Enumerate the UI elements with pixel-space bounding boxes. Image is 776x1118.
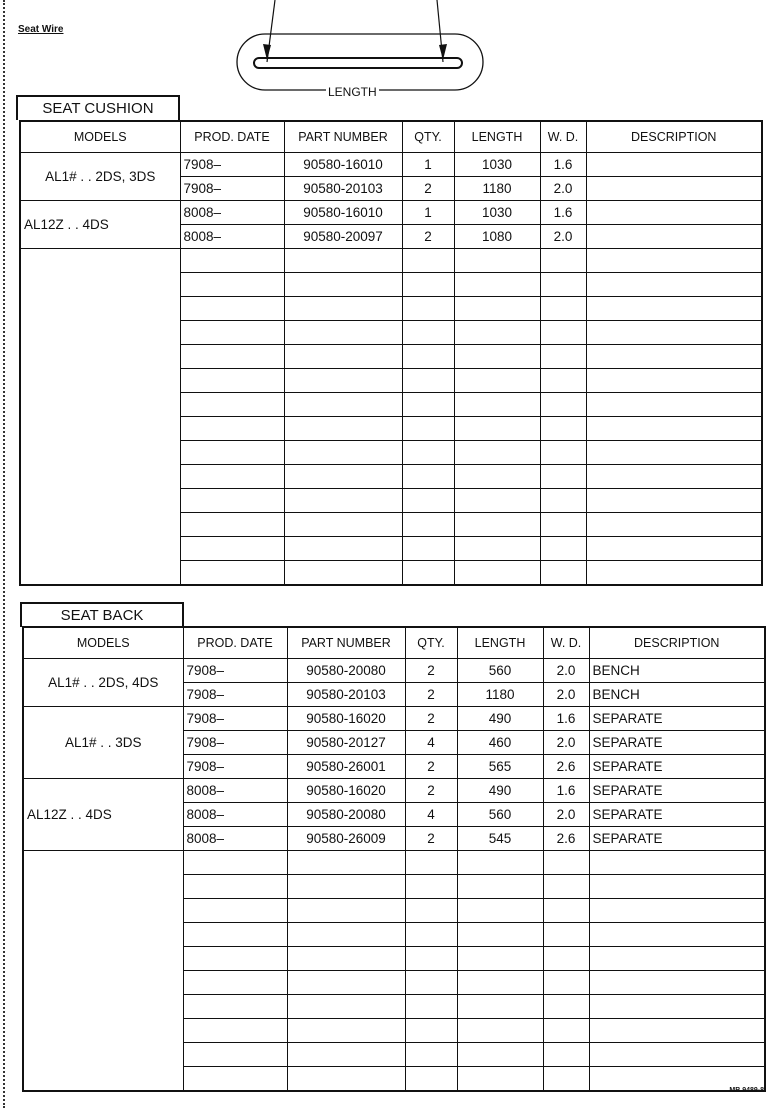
blank-cell	[402, 369, 454, 393]
blank-cell	[457, 995, 543, 1019]
wd-cell: 2.0	[540, 177, 586, 201]
blank-cell	[402, 393, 454, 417]
blank-cell	[457, 1067, 543, 1092]
blank-cell	[454, 249, 540, 273]
date-cell: 8008–	[180, 201, 284, 225]
blank-cell	[402, 345, 454, 369]
qty-cell: 2	[405, 827, 457, 851]
model-cell: AL1# . . 3DS	[23, 707, 183, 779]
blank-cell	[454, 273, 540, 297]
desc-cell: SEPARATE	[589, 827, 765, 851]
blank-cell	[405, 995, 457, 1019]
blank-cell	[454, 321, 540, 345]
blank-cell	[183, 995, 287, 1019]
blank-cell	[589, 1019, 765, 1043]
model-cell: AL12Z . . 4DS	[20, 201, 180, 249]
length-cell: 490	[457, 779, 543, 803]
blank-cell	[284, 297, 402, 321]
blank-cell	[284, 369, 402, 393]
qty-cell: 2	[405, 707, 457, 731]
blank-cell	[405, 899, 457, 923]
seat-cushion-label: SEAT CUSHION	[16, 95, 180, 120]
date-cell: 7908–	[183, 659, 287, 683]
blank-cell	[284, 465, 402, 489]
blank-cell	[284, 561, 402, 586]
length-cell: 560	[457, 659, 543, 683]
blank-cell	[180, 297, 284, 321]
blank-model-cell	[20, 249, 180, 586]
blank-cell	[402, 465, 454, 489]
column-header: PART NUMBER	[287, 627, 405, 659]
seat-cushion-table	[19, 120, 763, 586]
blank-cell	[183, 1067, 287, 1092]
blank-cell	[540, 537, 586, 561]
blank-cell	[180, 321, 284, 345]
blank-model-cell	[23, 851, 183, 1092]
model-cell: AL1# . . 2DS, 3DS	[20, 153, 180, 201]
blank-cell	[183, 923, 287, 947]
qty-cell: 2	[402, 177, 454, 201]
desc-cell: SEPARATE	[589, 779, 765, 803]
figure-code: MB 9489-8	[729, 1087, 764, 1094]
column-header: DESCRIPTION	[589, 627, 765, 659]
length-cell: 565	[457, 755, 543, 779]
wire-inner	[254, 58, 462, 68]
blank-cell	[180, 345, 284, 369]
blank-cell	[586, 369, 762, 393]
length-cell: 1180	[457, 683, 543, 707]
blank-cell	[402, 561, 454, 586]
length-cell: 490	[457, 707, 543, 731]
blank-cell	[457, 971, 543, 995]
page-title: Seat Wire	[18, 24, 64, 35]
blank-cell	[543, 995, 589, 1019]
blank-cell	[586, 417, 762, 441]
blank-cell	[180, 489, 284, 513]
wd-cell: 1.6	[540, 153, 586, 177]
blank-cell	[402, 321, 454, 345]
desc-cell: SEPARATE	[589, 707, 765, 731]
desc-cell	[586, 153, 762, 177]
blank-cell	[540, 345, 586, 369]
blank-row	[20, 249, 762, 273]
blank-cell	[457, 947, 543, 971]
part-cell: 90580-16010	[284, 153, 402, 177]
blank-cell	[454, 561, 540, 586]
blank-cell	[183, 947, 287, 971]
column-header: QTY.	[402, 121, 454, 153]
blank-cell	[284, 345, 402, 369]
qty-cell: 2	[402, 225, 454, 249]
blank-cell	[287, 947, 405, 971]
blank-cell	[183, 899, 287, 923]
wd-cell: 1.6	[543, 707, 589, 731]
blank-cell	[284, 441, 402, 465]
blank-cell	[540, 441, 586, 465]
blank-cell	[540, 393, 586, 417]
blank-cell	[183, 875, 287, 899]
blank-cell	[586, 489, 762, 513]
blank-cell	[540, 465, 586, 489]
column-header: W. D.	[540, 121, 586, 153]
blank-cell	[402, 489, 454, 513]
blank-cell	[284, 273, 402, 297]
blank-cell	[405, 875, 457, 899]
blank-cell	[540, 369, 586, 393]
blank-cell	[454, 297, 540, 321]
blank-cell	[287, 995, 405, 1019]
blank-cell	[402, 249, 454, 273]
length-cell: 460	[457, 731, 543, 755]
column-header: MODELS	[23, 627, 183, 659]
blank-cell	[180, 393, 284, 417]
blank-cell	[586, 561, 762, 586]
blank-cell	[287, 851, 405, 875]
date-cell: 7908–	[180, 153, 284, 177]
header-row	[23, 627, 765, 659]
blank-cell	[454, 393, 540, 417]
blank-cell	[457, 899, 543, 923]
desc-cell	[586, 225, 762, 249]
desc-cell: SEPARATE	[589, 803, 765, 827]
blank-cell	[589, 947, 765, 971]
blank-cell	[402, 513, 454, 537]
length-cell: 560	[457, 803, 543, 827]
length-cell: 1080	[454, 225, 540, 249]
blank-cell	[180, 369, 284, 393]
blank-cell	[589, 899, 765, 923]
blank-cell	[457, 1019, 543, 1043]
blank-cell	[402, 441, 454, 465]
table-row	[23, 707, 765, 731]
blank-cell	[589, 923, 765, 947]
part-cell: 90580-16010	[284, 201, 402, 225]
blank-cell	[183, 1019, 287, 1043]
blank-cell	[405, 971, 457, 995]
blank-cell	[540, 297, 586, 321]
blank-cell	[540, 273, 586, 297]
table-row	[20, 201, 762, 225]
blank-cell	[543, 1019, 589, 1043]
wd-cell: 2.0	[540, 225, 586, 249]
blank-cell	[180, 561, 284, 586]
blank-cell	[287, 1019, 405, 1043]
date-cell: 8008–	[183, 779, 287, 803]
page-edge-perforation	[3, 0, 5, 1108]
blank-cell	[287, 875, 405, 899]
blank-cell	[540, 249, 586, 273]
blank-cell	[540, 321, 586, 345]
part-cell: 90580-26001	[287, 755, 405, 779]
blank-cell	[454, 489, 540, 513]
blank-cell	[183, 851, 287, 875]
blank-cell	[284, 513, 402, 537]
blank-cell	[540, 513, 586, 537]
qty-cell: 1	[402, 153, 454, 177]
blank-cell	[454, 513, 540, 537]
length-cell: 1180	[454, 177, 540, 201]
blank-cell	[454, 537, 540, 561]
blank-cell	[284, 417, 402, 441]
blank-cell	[402, 273, 454, 297]
date-cell: 7908–	[180, 177, 284, 201]
blank-cell	[586, 297, 762, 321]
column-header: DESCRIPTION	[586, 121, 762, 153]
column-header: PART NUMBER	[284, 121, 402, 153]
blank-cell	[402, 537, 454, 561]
date-cell: 7908–	[183, 755, 287, 779]
qty-cell: 4	[405, 803, 457, 827]
part-cell: 90580-20097	[284, 225, 402, 249]
date-cell: 7908–	[183, 707, 287, 731]
blank-cell	[405, 923, 457, 947]
blank-cell	[405, 1043, 457, 1067]
length-cell: 1030	[454, 153, 540, 177]
blank-cell	[589, 851, 765, 875]
blank-cell	[180, 465, 284, 489]
blank-cell	[180, 441, 284, 465]
blank-cell	[540, 417, 586, 441]
blank-cell	[180, 249, 284, 273]
desc-cell: BENCH	[589, 683, 765, 707]
part-cell: 90580-20103	[284, 177, 402, 201]
blank-cell	[586, 441, 762, 465]
blank-cell	[183, 971, 287, 995]
qty-cell: 2	[405, 683, 457, 707]
blank-cell	[543, 1043, 589, 1067]
wd-cell: 1.6	[543, 779, 589, 803]
blank-cell	[543, 899, 589, 923]
wd-cell: 2.0	[543, 803, 589, 827]
date-cell: 8008–	[180, 225, 284, 249]
blank-cell	[287, 899, 405, 923]
date-cell: 8008–	[183, 803, 287, 827]
blank-cell	[287, 923, 405, 947]
wd-cell: 2.6	[543, 827, 589, 851]
wd-cell: 2.0	[543, 683, 589, 707]
blank-cell	[586, 393, 762, 417]
date-cell: 8008–	[183, 827, 287, 851]
desc-cell: SEPARATE	[589, 755, 765, 779]
blank-cell	[543, 971, 589, 995]
blank-cell	[589, 875, 765, 899]
wd-cell: 2.0	[543, 731, 589, 755]
table-row	[23, 779, 765, 803]
blank-cell	[284, 249, 402, 273]
blank-cell	[586, 273, 762, 297]
table-row	[23, 659, 765, 683]
wd-cell: 2.0	[543, 659, 589, 683]
qty-cell: 2	[405, 659, 457, 683]
desc-cell: BENCH	[589, 659, 765, 683]
blank-cell	[543, 947, 589, 971]
desc-cell	[586, 201, 762, 225]
blank-cell	[589, 1043, 765, 1067]
part-cell: 90580-20080	[287, 803, 405, 827]
blank-cell	[284, 393, 402, 417]
column-header: PROD. DATE	[183, 627, 287, 659]
blank-cell	[180, 273, 284, 297]
column-header: MODELS	[20, 121, 180, 153]
part-cell: 90580-20103	[287, 683, 405, 707]
blank-cell	[405, 1019, 457, 1043]
column-header: LENGTH	[457, 627, 543, 659]
column-header: LENGTH	[454, 121, 540, 153]
part-cell: 90580-16020	[287, 779, 405, 803]
blank-cell	[586, 513, 762, 537]
blank-cell	[180, 417, 284, 441]
part-cell: 90580-20080	[287, 659, 405, 683]
blank-cell	[457, 923, 543, 947]
length-label: LENGTH	[328, 85, 377, 99]
blank-cell	[454, 441, 540, 465]
blank-cell	[402, 417, 454, 441]
blank-cell	[543, 875, 589, 899]
blank-cell	[454, 417, 540, 441]
blank-cell	[586, 465, 762, 489]
seat-back-label: SEAT BACK	[20, 602, 184, 627]
wd-cell: 1.6	[540, 201, 586, 225]
blank-cell	[180, 537, 284, 561]
blank-cell	[405, 851, 457, 875]
blank-cell	[287, 1067, 405, 1092]
header-row	[20, 121, 762, 153]
blank-cell	[180, 513, 284, 537]
blank-cell	[454, 465, 540, 489]
length-cell: 545	[457, 827, 543, 851]
qty-cell: 4	[405, 731, 457, 755]
blank-cell	[457, 1043, 543, 1067]
blank-cell	[540, 561, 586, 586]
table-row	[20, 153, 762, 177]
part-cell: 90580-20127	[287, 731, 405, 755]
blank-cell	[405, 1067, 457, 1092]
blank-cell	[540, 489, 586, 513]
column-header: PROD. DATE	[180, 121, 284, 153]
model-cell: AL12Z . . 4DS	[23, 779, 183, 851]
blank-cell	[454, 369, 540, 393]
part-cell: 90580-16020	[287, 707, 405, 731]
qty-cell: 2	[405, 779, 457, 803]
blank-cell	[543, 851, 589, 875]
seat-back-table	[22, 626, 766, 1092]
qty-cell: 2	[405, 755, 457, 779]
part-cell: 90580-26009	[287, 827, 405, 851]
blank-cell	[284, 321, 402, 345]
desc-cell: SEPARATE	[589, 731, 765, 755]
blank-cell	[543, 1067, 589, 1092]
blank-cell	[586, 321, 762, 345]
blank-cell	[589, 971, 765, 995]
blank-cell	[284, 537, 402, 561]
blank-row	[23, 851, 765, 875]
blank-cell	[586, 537, 762, 561]
desc-cell	[586, 177, 762, 201]
blank-cell	[457, 851, 543, 875]
blank-cell	[586, 249, 762, 273]
model-cell: AL1# . . 2DS, 4DS	[23, 659, 183, 707]
column-header: QTY.	[405, 627, 457, 659]
column-header: W. D.	[543, 627, 589, 659]
qty-cell: 1	[402, 201, 454, 225]
length-cell: 1030	[454, 201, 540, 225]
date-cell: 7908–	[183, 683, 287, 707]
blank-cell	[183, 1043, 287, 1067]
blank-cell	[405, 947, 457, 971]
blank-cell	[589, 995, 765, 1019]
blank-cell	[287, 971, 405, 995]
blank-cell	[586, 345, 762, 369]
blank-cell	[402, 297, 454, 321]
wd-cell: 2.6	[543, 755, 589, 779]
blank-cell	[284, 489, 402, 513]
blank-cell	[454, 345, 540, 369]
date-cell: 7908–	[183, 731, 287, 755]
blank-cell	[543, 923, 589, 947]
blank-cell	[457, 875, 543, 899]
blank-cell	[287, 1043, 405, 1067]
